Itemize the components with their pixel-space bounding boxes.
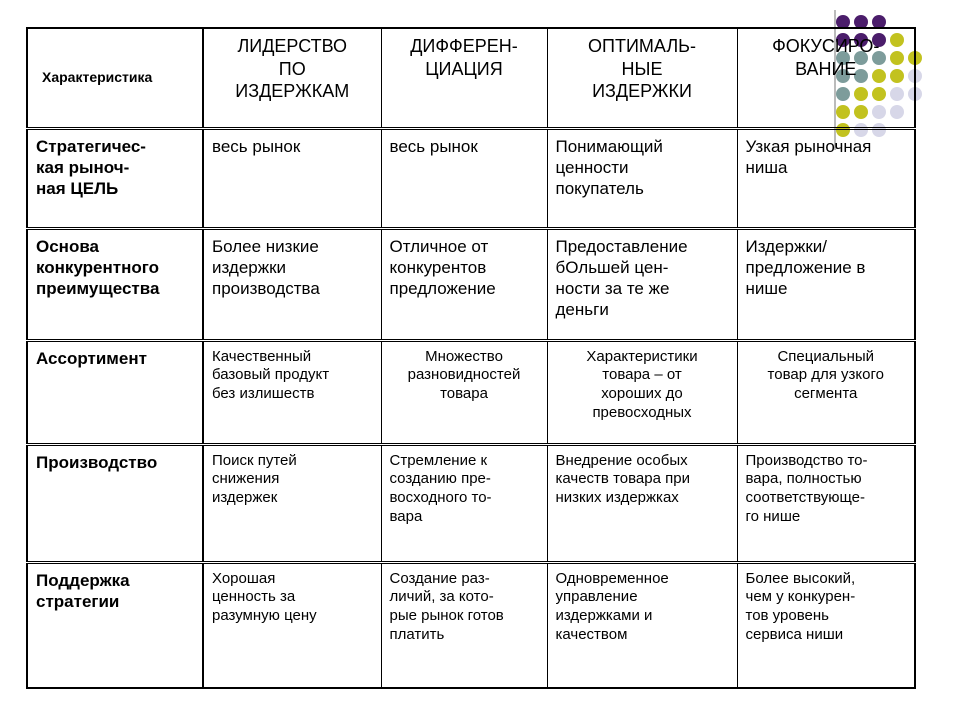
table-cell: Более низкие издержки производства <box>203 228 381 340</box>
table-cell: Более высокий, чем у конкурен- тов уровень сервиса ниши <box>737 562 915 688</box>
table-row <box>27 562 915 688</box>
table-cell: Издержки/ предложение в нише <box>737 228 915 340</box>
header-focusing: ФОКУСИРО- ВАНИЕ <box>737 28 915 128</box>
table-row <box>27 340 915 444</box>
header-optimal-costs: ОПТИМАЛЬ- НЫЕ ИЗДЕРЖКИ <box>547 28 737 128</box>
table-row <box>27 444 915 562</box>
table-header-row <box>27 28 915 128</box>
table-row <box>27 128 915 228</box>
table-cell: Поиск путей снижения издержек <box>203 444 381 562</box>
table-cell: Множество разновидностей товара <box>381 340 547 444</box>
table-cell: Создание раз- личий, за кото- рые рынок готов платить <box>381 562 547 688</box>
table-cell: Специальный товар для узкого сегмента <box>737 340 915 444</box>
table-cell: Стремление к созданию пре- восходного то- вара <box>381 444 547 562</box>
table-cell: Отличное от конкурентов предложение <box>381 228 547 340</box>
table-cell: Характеристики товара – от хороших до превосходных <box>547 340 737 444</box>
row-label-strategic-goal: Стратегичес- кая рыноч- ная ЦЕЛЬ <box>27 128 203 228</box>
table-cell: весь рынок <box>203 128 381 228</box>
header-differentiation: ДИФФЕРЕН- ЦИАЦИЯ <box>381 28 547 128</box>
corner-header: Характеристика <box>27 28 203 128</box>
strategy-comparison-table <box>26 27 916 689</box>
header-cost-leadership: ЛИДЕРСТВО ПО ИЗДЕРЖКАМ <box>203 28 381 128</box>
row-label-competitive-advantage: Основа конкурентного преимущества <box>27 228 203 340</box>
table-cell: Предоставление бОльшей цен- ности за те же деньги <box>547 228 737 340</box>
table-cell: Внедрение особых качеств товара при низких издержках <box>547 444 737 562</box>
table-cell: весь рынок <box>381 128 547 228</box>
table-cell: Хорошая ценность за разумную цену <box>203 562 381 688</box>
table-cell: Качественный базовый продукт без излишеств <box>203 340 381 444</box>
table-cell: Понимающий ценности покупатель <box>547 128 737 228</box>
table-row <box>27 228 915 340</box>
table-cell: Производство то- вара, полностью соответствующе- го нише <box>737 444 915 562</box>
row-label-strategy-support: Поддержка стратегии <box>27 562 203 688</box>
row-label-production: Производство <box>27 444 203 562</box>
row-label-assortment: Ассортимент <box>27 340 203 444</box>
table-cell: Узкая рыночная ниша <box>737 128 915 228</box>
table-cell: Одновременное управление издержками и качеством <box>547 562 737 688</box>
